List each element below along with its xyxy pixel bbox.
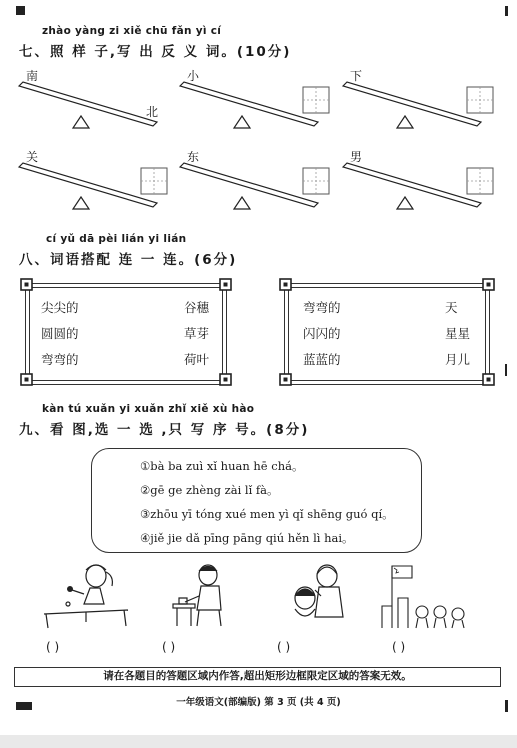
seesaw-given-6: 男: [350, 150, 363, 164]
section9-heading: 九、看 图,选 一 选 ,只 写 序 号。(8分): [19, 422, 310, 438]
seesaw-given-3: 下: [350, 69, 363, 83]
page-bottom-band: [0, 735, 517, 748]
section8-pinyin: cí yǔ dā pèi lián yi lián: [46, 233, 187, 245]
section7-pinyin: zhào yàng zi xiě chū fǎn yì cí: [42, 25, 222, 37]
seesaw-answer-1: 北: [146, 105, 159, 119]
match1-left-3: 弯弯的: [41, 352, 79, 367]
seesaw-given-4: 关: [26, 150, 39, 164]
picture-girl-ping-pong: [40, 562, 132, 632]
answer-paren-2[interactable]: ( ): [162, 640, 176, 654]
seesaw-given-5: 东: [187, 150, 200, 164]
section7-heading: 七、照 样 子,写 出 反 义 词。(10分): [19, 44, 292, 60]
option-2: ②gē ge zhèng zài lǐ fà。: [140, 483, 279, 497]
option-1: ①bà ba zuì xǐ huan hē chá。: [140, 459, 304, 473]
section8-heading: 八、词语搭配 连 一 连。(6分): [19, 252, 238, 268]
answer-area-notice: 请在各题目的答题区域内作答,超出矩形边框限定区域的答案无效。: [14, 667, 501, 687]
page-number: 一年级语文(部编版) 第 3 页 (共 4 页): [176, 697, 341, 708]
options-box: [91, 448, 422, 553]
match2-right-1: 天: [445, 300, 458, 315]
answer-paren-4[interactable]: ( ): [392, 640, 406, 654]
match1-left-1: 尖尖的: [41, 300, 79, 315]
answer-paren-1[interactable]: ( ): [46, 640, 60, 654]
match2-left-3: 蓝蓝的: [303, 352, 341, 367]
match1-right-3: 荷叶: [184, 352, 210, 367]
seesaw-given-2: 小: [187, 69, 200, 83]
option-3: ③zhōu yī tóng xué men yì qǐ shēng guó qí。: [140, 507, 394, 521]
match1-left-2: 圆圆的: [41, 326, 79, 341]
match1-right-2: 草芽: [184, 326, 210, 341]
section9-pinyin: kàn tú xuǎn yi xuǎn zhǐ xiě xù hào: [42, 403, 255, 415]
match2-right-3: 月儿: [445, 352, 471, 367]
option-4: ④jiě jie dǎ pīng pāng qiú hěn lì hai。: [140, 531, 354, 545]
seesaw-given-1: 南: [26, 69, 39, 83]
match1-right-1: 谷穗: [184, 300, 210, 315]
picture-father-tea: [163, 562, 233, 632]
answer-paren-3[interactable]: ( ): [277, 640, 291, 654]
match2-left-2: 闪闪的: [303, 326, 341, 341]
picture-flag-raising: [378, 562, 470, 632]
picture-haircut: [285, 562, 355, 632]
match2-right-2: 星星: [445, 326, 471, 341]
match2-left-1: 弯弯的: [303, 300, 341, 315]
